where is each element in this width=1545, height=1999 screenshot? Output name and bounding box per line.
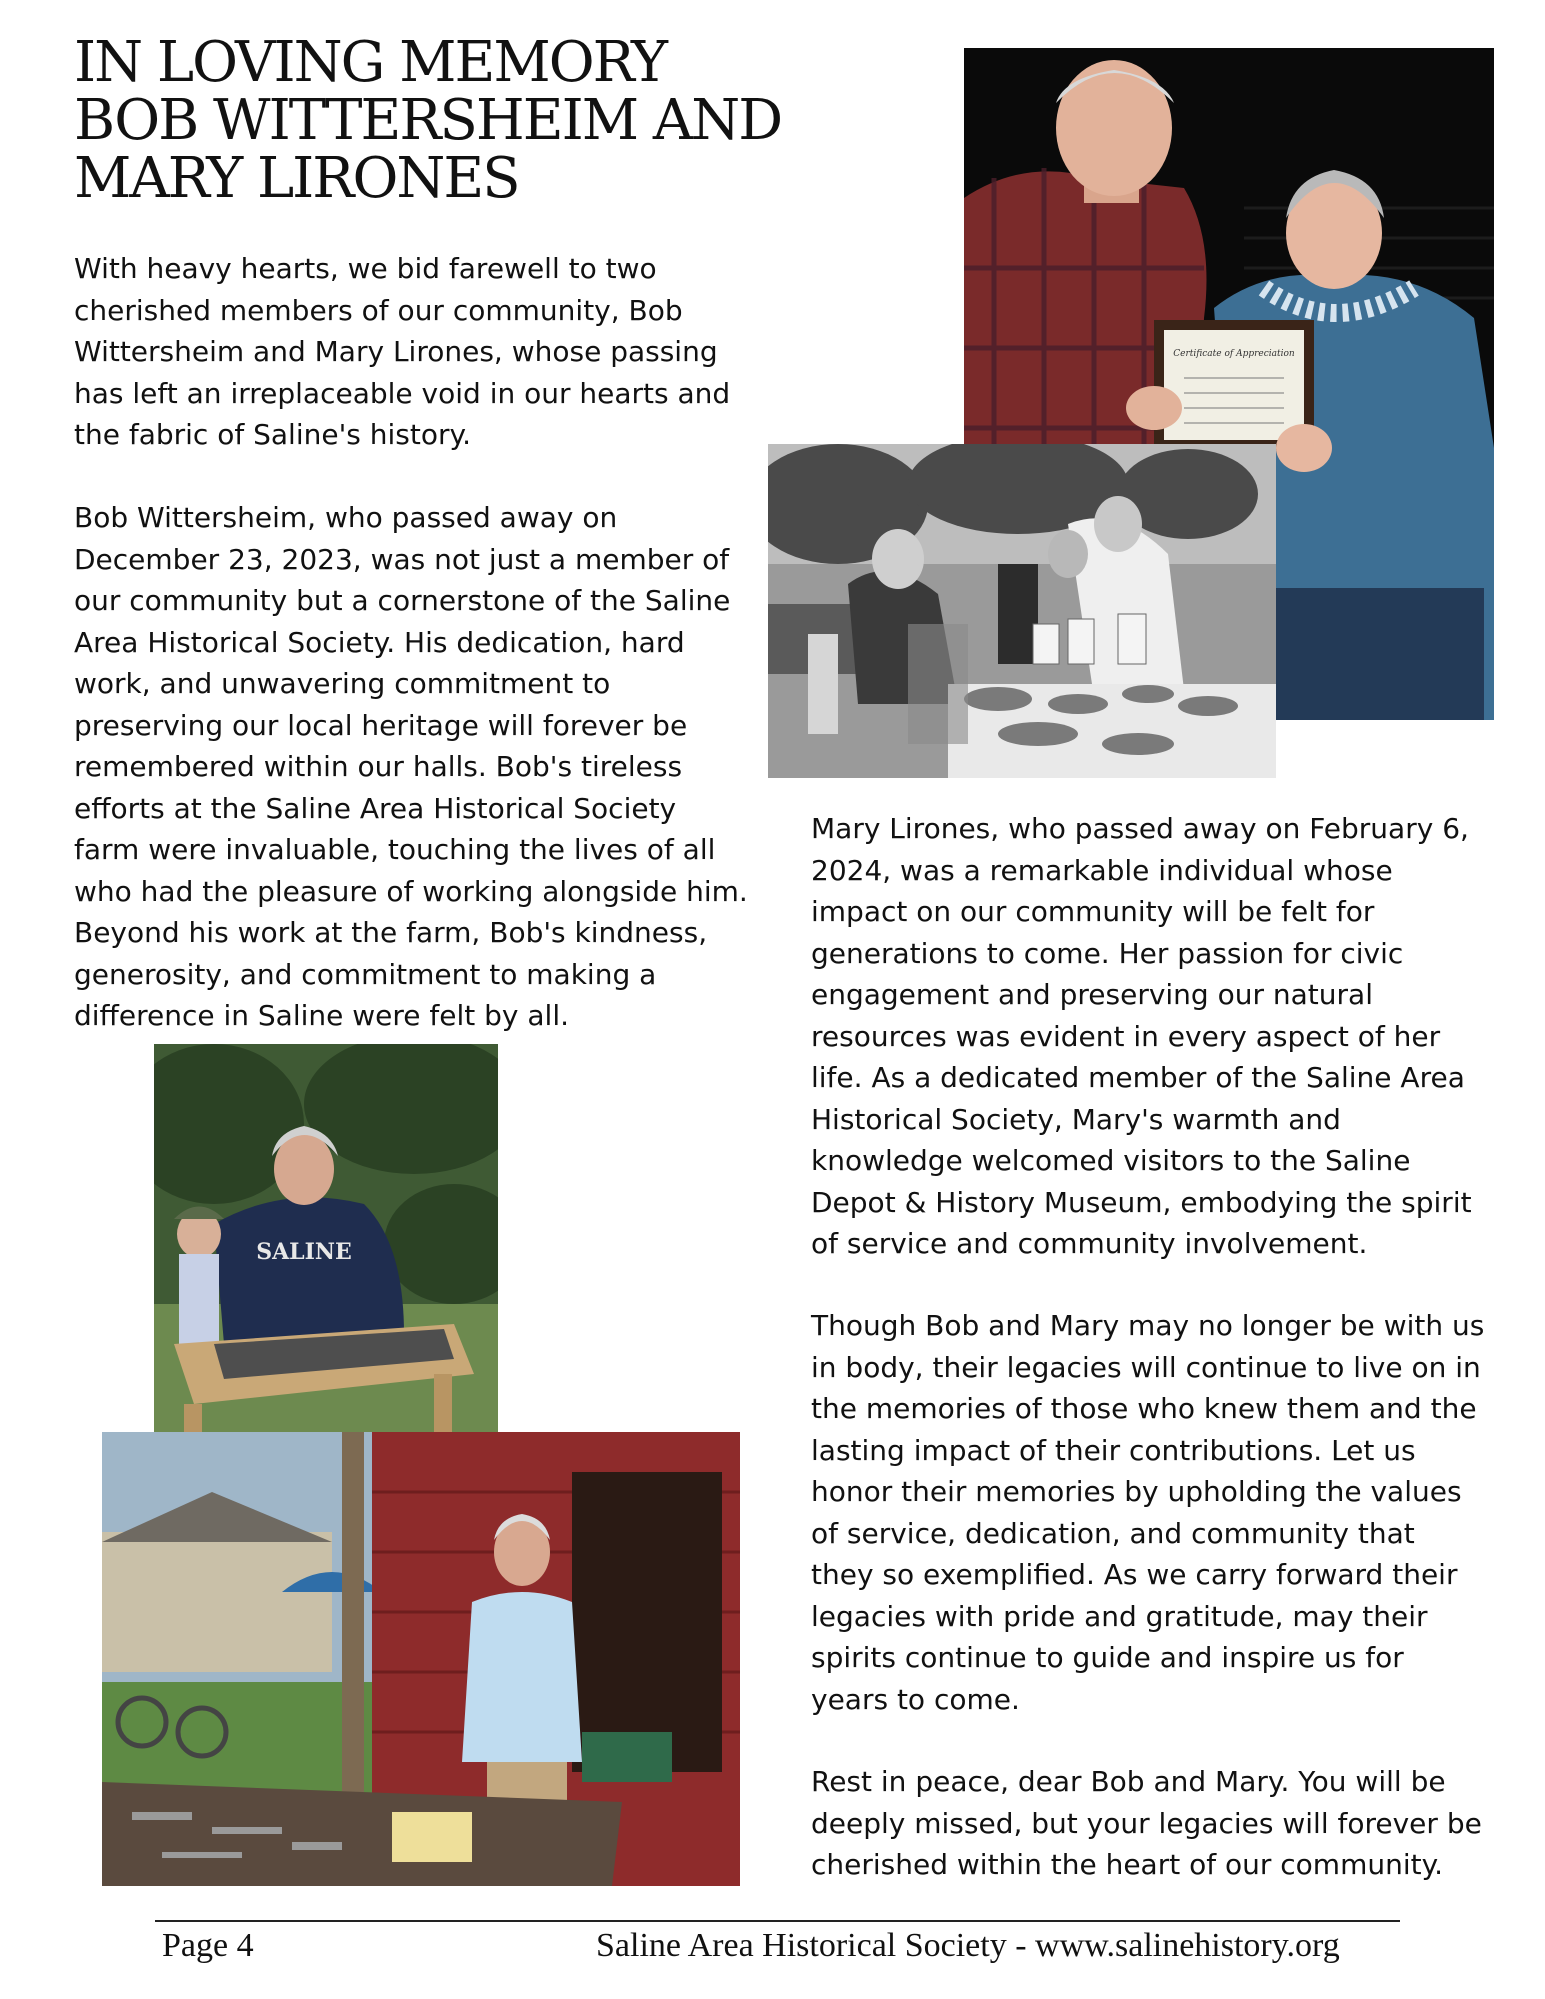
bob-paragraph: Bob Wittersheim, who passed away on December 23, 2023, was not just a member of our community but a cornerstone of the Saline Area Historical Society. His dedication, hard work, and unwavering commitment to preserving our local heritage will forever be remembered within our halls. Bob's tireless efforts at the Saline Area Historical Society farm were invaluable, touching the lives of all who had the pleasure of working alongside him. Beyond his work at the farm, Bob's kindness, generosity, and commitment to making a difference in Saline were felt by all.: [74, 501, 748, 1032]
footer-organization: Saline Area Historical Society - www.salinehistory.org: [596, 1927, 1340, 1964]
photo-bob-sifting: [154, 1044, 498, 1468]
intro-paragraph: With heavy hearts, we bid farewell to two cherished members of our community, Bob Wittersheim and Mary Lirones, whose passing has left an irreplaceable void in our hearts and the fabric of Saline's history.: [74, 252, 731, 451]
page-title: [74, 30, 834, 211]
title-line-1: IN LOVING MEMORY: [74, 30, 667, 95]
shirt-text: SALINE: [256, 1239, 352, 1265]
title-line-3: MARY LIRONES: [74, 146, 519, 211]
farewell-paragraph: Rest in peace, dear Bob and Mary. You will be deeply missed, but your legacies will forever be cherished within the heart of our community.: [811, 1765, 1482, 1881]
photo-bob-barn: [102, 1432, 740, 1886]
footer-rule: [155, 1920, 1400, 1922]
mary-paragraph: Mary Lirones, who passed away on February 6, 2024, was a remarkable individual whose impact on our community will be felt for generations to come. Her passion for civic engagement and preserving our natural resources was evident in every aspect of her life. As a dedicated member of the Saline Area Historical Society, Mary's warmth and knowledge welcomed visitors to the Saline Depot & History Museum, embodying the spirit of service and community involvement.: [811, 812, 1472, 1260]
certificate-title-text: Certificate of Appreciation: [1173, 349, 1295, 359]
photo-potluck-bw: [768, 444, 1276, 778]
legacy-paragraph: Though Bob and Mary may no longer be with us in body, their legacies will continue to live on in the memories of those who knew them and the lasting impact of their contributions. Let us honor their memories by upholding the values of service, dedication, and community that they so exemplified. As we carry forward their legacies with pride and gratitude, may their spirits continue to guide and inspire us for years to come.: [811, 1309, 1485, 1716]
title-line-2: BOB WITTERSHEIM AND: [74, 88, 782, 153]
footer-page-number: Page 4: [162, 1927, 254, 1964]
